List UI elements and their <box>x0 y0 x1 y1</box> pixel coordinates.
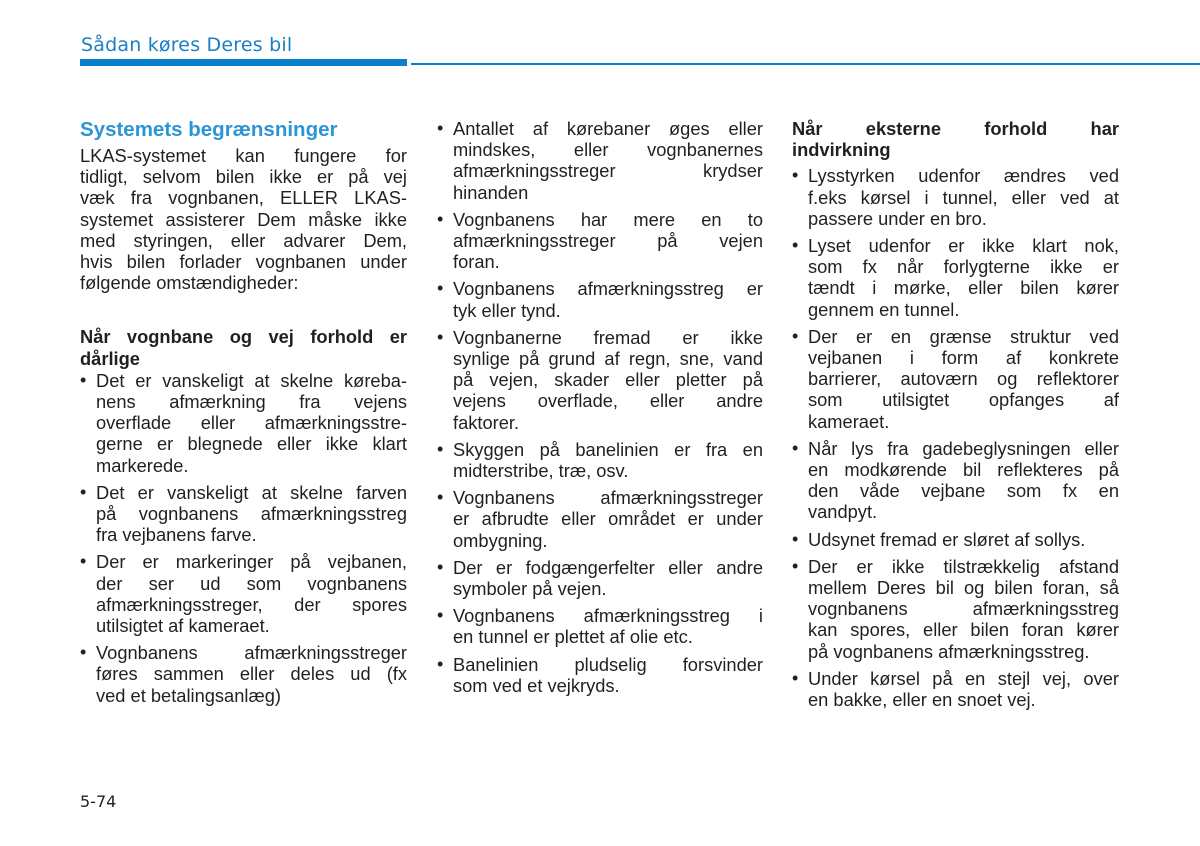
text-line: kan spores, eller bilen foran kører <box>808 619 1119 641</box>
text-line: Banelinien pludselig forsvinder <box>453 653 763 675</box>
text-line: den våde vejbane som fx en <box>808 480 1119 502</box>
text-line: ombygning. <box>453 529 548 551</box>
text-line: ved et betalingsanlæg) <box>96 684 281 706</box>
list-item <box>437 557 763 599</box>
text-line: Vognbanens afmærkningsstreger <box>96 642 407 664</box>
bullet-icon: • <box>792 528 799 549</box>
text-line: en tunnel er plettet af olie etc. <box>453 626 693 648</box>
bullet-icon: • <box>80 642 87 663</box>
column-2 <box>437 118 763 696</box>
text-line: følgende omstændigheder: <box>80 272 299 294</box>
bullet-icon: • <box>437 326 444 347</box>
bullet-icon: • <box>437 118 444 138</box>
list-item <box>437 487 763 551</box>
text-line: mindskes, eller vognbanernes <box>453 139 763 161</box>
bullet-icon: • <box>437 208 444 229</box>
bullet-icon: • <box>80 369 87 390</box>
list-item <box>437 118 763 203</box>
bullet-icon: • <box>792 555 799 576</box>
text-line: Lyset udenfor er ikke klart nok, <box>808 235 1119 257</box>
list-item <box>80 642 407 706</box>
text-line: Vognbanens afmærkningsstreger <box>453 487 763 509</box>
text-line: Det er vanskeligt at skelne køreba- <box>96 369 407 391</box>
bullet-icon: • <box>437 278 444 299</box>
text-line: dårlige <box>80 347 140 369</box>
bullet-list <box>792 165 1119 710</box>
list-item <box>437 439 763 481</box>
text-line: vejens overflade, eller andre <box>453 390 763 412</box>
text-line: foran. <box>453 251 500 273</box>
header-bar <box>80 59 407 66</box>
text-line: Lysstyrken udenfor ændres ved <box>808 165 1119 187</box>
text-line: utilsigtet af kameraet. <box>96 615 270 637</box>
text-line: Der er fodgængerfelter eller andre <box>453 556 763 578</box>
text-line: på vognbanens afmærkningsstreg <box>96 503 407 525</box>
text-line: en bakke, eller en snoet vej. <box>808 689 1036 711</box>
bullet-icon: • <box>792 235 799 256</box>
text-line: Det er vanskeligt at skelne farven <box>96 481 407 503</box>
text-line: faktorer. <box>453 411 520 433</box>
list-item <box>437 278 763 320</box>
bullet-icon: • <box>792 165 799 186</box>
subheading-external-conditions <box>792 118 1119 160</box>
text-line: på vognbanens afmærkningsstreg. <box>808 640 1090 662</box>
page-number: 5-74 <box>80 792 117 811</box>
column-3 <box>792 118 1119 710</box>
bullet-icon: • <box>437 487 444 508</box>
text-line: Vognbanerne fremad er ikke <box>453 326 763 348</box>
text-line: Der er markeringer på vejbanen, <box>96 551 407 573</box>
text-line: tyk eller tynd. <box>453 299 561 321</box>
text-line: Vognbanens har mere en to <box>453 208 763 230</box>
text-line: Der er ikke tilstrækkelig afstand <box>808 555 1119 577</box>
text-line: der ser ud som vognbanens <box>96 572 407 594</box>
list-item <box>437 654 763 696</box>
text-line: vandpyt. <box>808 501 878 523</box>
text-line: Udsynet fremad er sløret af sollys. <box>808 528 1086 550</box>
text-line: føres sammen eller deles ud (fx <box>96 663 407 685</box>
text-line: indvirkning <box>792 139 891 161</box>
text-line: tidligt, selvom bilen ikke er på vej <box>80 166 407 188</box>
bullet-icon: • <box>80 551 87 572</box>
text-line: med styringen, eller advarer Dem, <box>80 229 407 251</box>
list-item <box>80 551 407 636</box>
list-item <box>437 605 763 647</box>
text-line: Under kørsel på en stejl vej, over <box>808 667 1119 689</box>
text-line: symboler på vejen. <box>453 578 607 600</box>
text-line: hvis bilen forlader vognbanen under <box>80 251 407 273</box>
column-1 <box>80 118 407 706</box>
section-heading: Systemets begrænsninger <box>80 118 338 141</box>
list-item <box>792 438 1119 523</box>
text-line: Når vognbane og vej forhold er <box>80 326 407 348</box>
text-line: afmærkningsstreger på vejen <box>453 230 763 252</box>
list-item <box>792 326 1119 432</box>
list-item <box>80 482 407 546</box>
list-item <box>792 529 1119 550</box>
bullet-icon: • <box>792 325 799 346</box>
text-line: Vognbanens afmærkningsstreg er <box>453 278 763 300</box>
bullet-icon: • <box>792 437 799 458</box>
text-line: vejbanen i form af konkrete <box>808 347 1119 369</box>
text-line: som utilsigtet opfanges af <box>808 389 1119 411</box>
text-line: en modkørende bil reflekteres på <box>808 459 1119 481</box>
text-line: vognbanens afmærkningsstreg <box>808 598 1119 620</box>
text-line: markerede. <box>96 454 189 476</box>
text-line: Der er en grænse struktur ved <box>808 325 1119 347</box>
text-line: Antallet af kørebaner øges eller <box>453 118 763 139</box>
text-line: mellem Deres bil og bilen foran, så <box>808 577 1119 599</box>
text-line: gennem en tunnel. <box>808 298 960 320</box>
text-line: synlige på grund af regn, sne, vand <box>453 348 763 370</box>
list-item <box>437 327 763 433</box>
bullet-icon: • <box>437 438 444 459</box>
text-line: hinanden <box>453 181 529 203</box>
bullet-icon: • <box>792 667 799 688</box>
list-item <box>792 235 1119 320</box>
text-line: passere under en bro. <box>808 207 987 229</box>
bullet-icon: • <box>80 481 87 502</box>
text-line: fra vejbanens farve. <box>96 524 257 546</box>
text-line: tændt i mørke, eller bilen kører <box>808 277 1119 299</box>
list-item <box>437 209 763 273</box>
text-line: på vejen, skader eller pletter på <box>453 369 763 391</box>
text-line: som ved et vejkryds. <box>453 674 620 696</box>
list-item <box>792 668 1119 710</box>
text-line: Skyggen på banelinien er fra en <box>453 438 763 460</box>
header-rule <box>411 63 1200 65</box>
text-line: midterstribe, træ, osv. <box>453 460 629 482</box>
text-line: barrierer, autoværn og reflektorer <box>808 368 1119 390</box>
text-line: gerne er blegnede eller ikke klart <box>96 433 407 455</box>
intro-paragraph <box>80 145 407 293</box>
list-item <box>792 165 1119 229</box>
subheading-road-conditions <box>80 326 407 368</box>
text-line: kameraet. <box>808 410 890 432</box>
bullet-icon: • <box>437 653 444 674</box>
text-line: Når lys fra gadebeglysningen eller <box>808 437 1119 459</box>
text-line: f.eks kørsel i tunnel, eller ved at <box>808 186 1119 208</box>
text-line: afmærkningsstreger, der spores <box>96 593 407 615</box>
list-item <box>792 556 1119 662</box>
text-line: systemet assisterer Dem måske ikke <box>80 208 407 230</box>
list-item <box>80 370 407 476</box>
bullet-icon: • <box>437 605 444 626</box>
text-line: afmærkningsstreger krydser <box>453 160 763 182</box>
text-line: nens afmærkning fra vejens <box>96 391 407 413</box>
text-line: LKAS-systemet kan fungere for <box>80 145 407 166</box>
text-line: væk fra vognbanen, ELLER LKAS- <box>80 187 407 209</box>
section-title: Sådan køres Deres bil <box>81 34 293 56</box>
text-line: er afbrudte eller området er under <box>453 508 763 530</box>
bullet-list <box>437 118 763 696</box>
bullet-list <box>80 370 407 706</box>
text-line: Når eksterne forhold har <box>792 118 1119 139</box>
text-line: overflade eller afmærkningsstre- <box>96 412 407 434</box>
bullet-icon: • <box>437 556 444 577</box>
text-line: Vognbanens afmærkningsstreg i <box>453 605 763 627</box>
text-line: som fx når forlygterne ikke er <box>808 256 1119 278</box>
